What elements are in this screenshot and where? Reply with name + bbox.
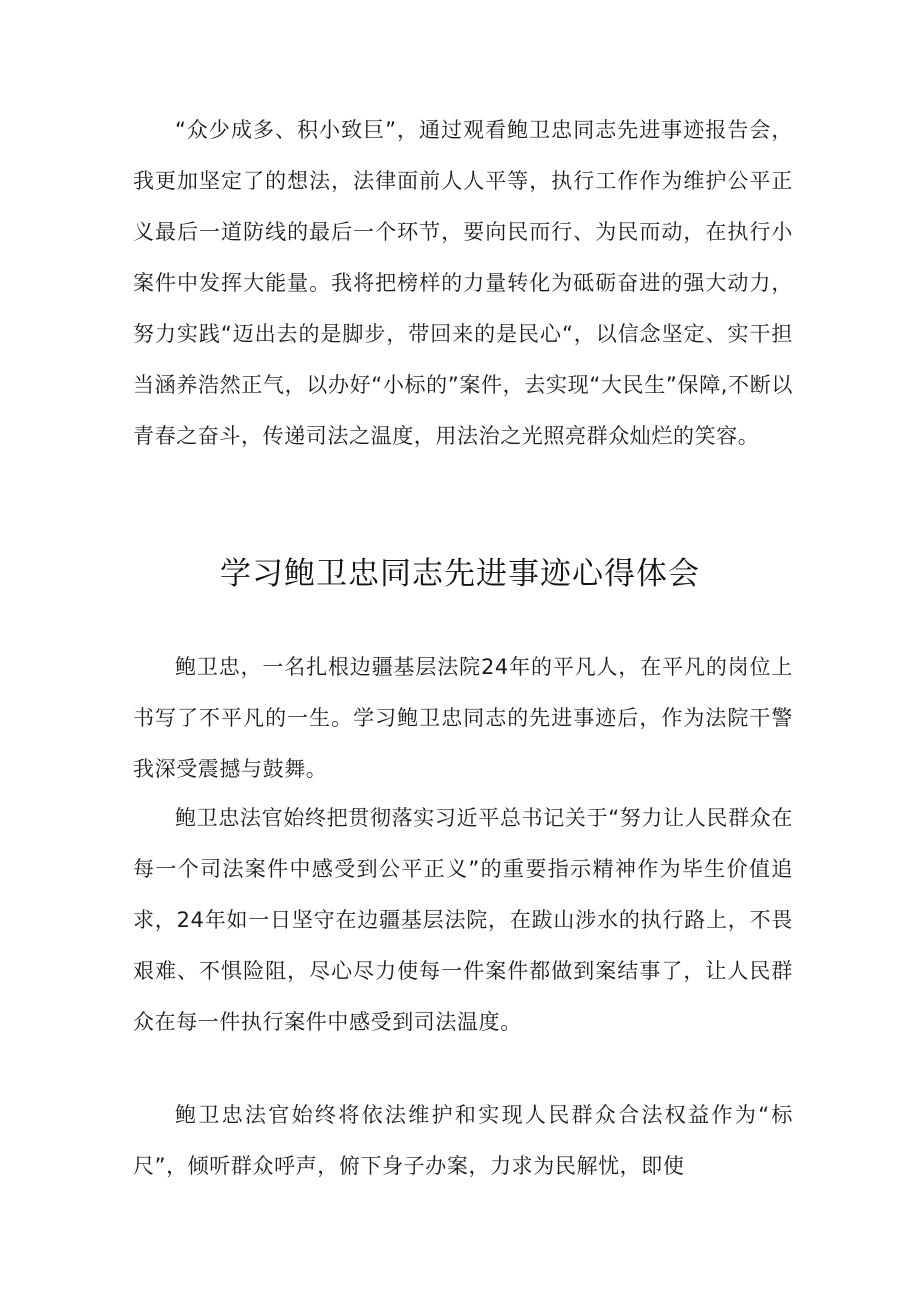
body-paragraph: 鲍卫忠法官始终将依法维护和实现人民群众合法权益作为“标尺”，倾听群众呼声，俯下身子办案，力求为民解忧，即使: [133, 1103, 793, 1178]
body-paragraph: 鲍卫忠，一名扎根边疆基层法院24年的平凡人，在平凡的岗位上书写了不平凡的一生。学习鲍卫忠同志的先进事迹后，作为法院干警我深受震撼与鼓舞。: [133, 655, 793, 781]
intro-paragraph: “众少成多、积小致巨”，通过观看鲍卫忠同志先进事迹报告会，我更加坚定了的想法，法律面前人人平等，执行工作作为维护公平正义最后一道防线的最后一个环节，要向民而行、为民而动，在执行小案件中发挥大能量。我将把榜样的力量转化为砥砺奋进的强大动力，努力实践“迈出去的是脚步，带回来的是民心“，以信念坚定、实干担当涵养浩然正气，以办好“小标的”案件，去实现“大民生”保障,不断以青春之奋斗，传递司法之温度，用法治之光照亮群众灿烂的笑容。: [133, 118, 793, 448]
body-paragraph: 鲍卫忠法官始终把贯彻落实习近平总书记关于“努力让人民群众在每一个司法案件中感受到公平正义”的重要指示精神作为毕生价值追求，24年如一日坚守在边疆基层法院，在跋山涉水的执行路上，不畏艰难、不惧险阻，尽心尽力使每一件案件都做到案结事了，让人民群众在每一件执行案件中感受到司法温度。: [133, 806, 793, 1034]
document-title: 学习鲍卫忠同志先进事迹心得体会: [220, 556, 700, 592]
